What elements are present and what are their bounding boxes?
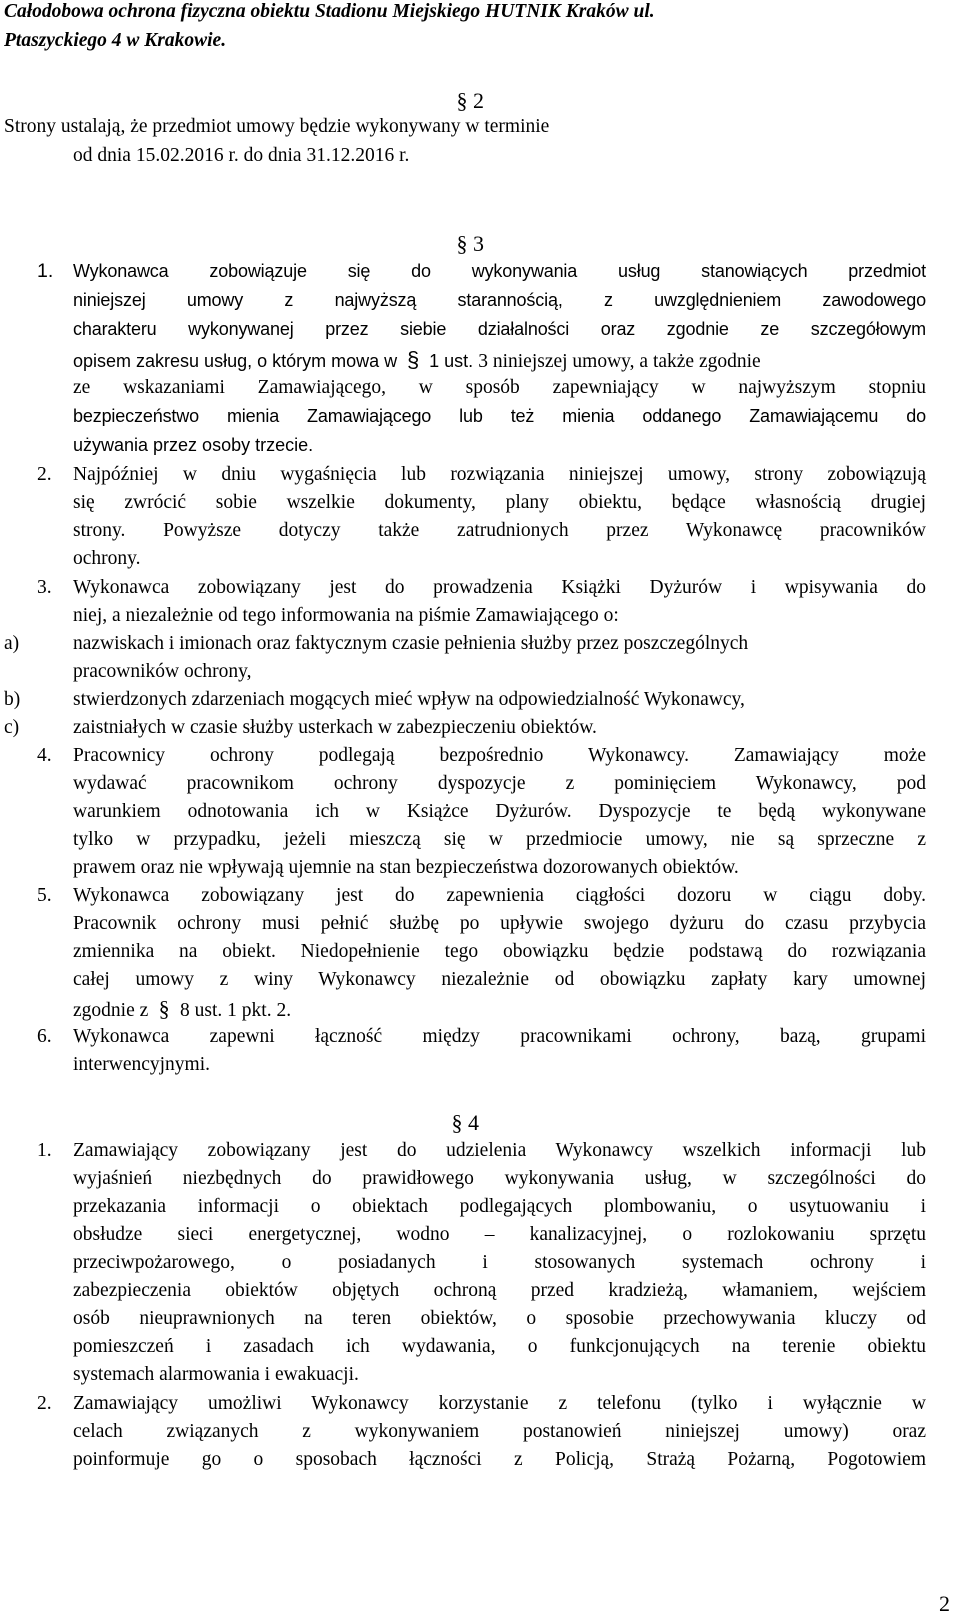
section-2-heading: § 2 (456, 88, 484, 113)
section-3-point-2-number: 2. (37, 464, 52, 485)
section-3-point-4-line-4: tylko w przypadku, jeżeli mieszczą się w przedmiocie umowy, nie są sprzeczne z (73, 829, 926, 850)
section-4-point-1-line-2: wyjaśnień niezbędnych do prawidłowego wykonywania usług, w szczególności do (73, 1168, 926, 1189)
section-3-point-1-line-4 (73, 349, 761, 372)
section-3-point-4-line-3: warunkiem odnotowania ich w Książce Dyżurów. Dyspozycje te będą wykonywane (73, 801, 926, 822)
page-number: 2 (939, 1591, 950, 1616)
section-3-point-2-line-4: ochrony. (73, 548, 141, 569)
section-3-point-1-line-6: bezpieczeństwo mienia Zamawiającego lub też mienia oddanego Zamawiającemu do (73, 406, 926, 426)
section-4-heading: § 4 (451, 1110, 479, 1135)
section-2-line-1: Strony ustalają, że przedmiot umowy będzie wykonywany w terminie (4, 116, 550, 137)
section-4-point-1-line-5: przeciwpożarowego, o posiadanych i stosowanych systemach ochrony i (73, 1252, 926, 1273)
section-4-point-1-line-8: pomieszczeń i zasadach ich wydawania, o funkcjonujących na terenie obiektu (73, 1336, 926, 1357)
section-3-point-6-line-2: interwencyjnymi. (73, 1054, 211, 1075)
section-4-point-1-line-3: przekazania informacji o obiektach podlegających plombowaniu, o usytuowaniu i (73, 1196, 926, 1217)
list-item-b-label: b) (4, 689, 21, 710)
section-3-point-1-line-7: używania przez osoby trzecie. (73, 435, 314, 455)
section-3-point-2-line-2: się zwrócić sobie wszelkie dokumenty, plany obiektu, będące własnością drugiej (73, 492, 926, 513)
section-3-point-1-line-3: charakteru wykonywanej przez siebie działalności oraz zgodnie ze szczegółowym (73, 319, 926, 339)
section-3-point-5-line-5 (73, 998, 291, 1021)
list-item-c-line-1: zaistniałych w czasie służby usterkach w zabezpieczeniu obiektów. (73, 717, 597, 738)
section-3-heading: § 3 (456, 231, 484, 256)
section-3-point-6-number: 6. (37, 1026, 52, 1047)
section-3-point-5-line-4: całej umowy z winy Wykonawcy niezależnie od obowiązku zapłaty kary umownej (73, 969, 926, 990)
section-3-point-5-line-3: zmiennika na obiekt. Niedopełnienie tego obowiązku będzie podstawą do rozwiązania (73, 941, 926, 962)
section-3-point-5-line-5-start: zgodnie z (73, 1000, 149, 1021)
section-3-point-4-line-5: prawem oraz nie wpływają ujemnie na stan bezpieczeństwa dozorowanych obiektów. (73, 857, 739, 878)
section-3-point-3-line-2: niej, a niezależnie od tego informowania na piśmie Zamawiającego o: (73, 605, 619, 626)
section-4-point-1-number: 1. (37, 1140, 52, 1161)
list-item-b-line-1: stwierdzonych zdarzeniach mogących mieć wpływ na odpowiedzialność Wykonawcy, (73, 689, 745, 710)
section-3-point-5-line-1: Wykonawca zobowiązany jest do zapewnienia ciągłości dozoru w ciągu doby. (73, 885, 926, 906)
section-4-point-1-line-1: Zamawiający zobowiązany jest do udzielenia Wykonawcy wszelkich informacji lub (73, 1140, 926, 1161)
section-4-point-2-line-1: Zamawiający umożliwi Wykonawcy korzystanie z telefonu (tylko i wyłącznie w (73, 1393, 926, 1414)
section-4-point-1-line-7: osób nieuprawnionych na teren obiektów, o sposobie przechowywania kluczy od (73, 1308, 926, 1329)
document-title-line-1: Całodobowa ochrona fizyczna obiektu Stadionu Miejskiego HUTNIK Kraków ul. (4, 1, 655, 22)
section-4-point-1-line-4: obsłudze sieci energetycznej, wodno – kanalizacyjnej, o rozlokowaniu sprzętu (73, 1224, 926, 1245)
section-symbol: § (407, 347, 420, 372)
list-item-a-line-1: nazwiskach i imionach oraz faktycznym czasie pełnienia służby przez poszczególnych (73, 633, 749, 654)
list-item-a-label: a) (4, 633, 20, 654)
section-3-point-4-number: 4. (37, 745, 52, 766)
list-item-a-line-2: pracowników ochrony, (73, 661, 252, 682)
section-3-point-4-line-2: wydawać pracownikom ochrony dyspozycje z pominięciem Wykonawcy, pod (73, 773, 926, 794)
section-4-point-1-line-6: zabezpieczenia obiektów objętych ochroną przed kradzieżą, włamaniem, wejściem (73, 1280, 926, 1301)
section-3-point-5-line-5-end: 8 ust. 1 pkt. 2. (180, 1000, 292, 1021)
section-3-point-4-line-1: Pracownicy ochrony podlegają bezpośrednio Wykonawcy. Zamawiający może (73, 745, 926, 766)
section-3-point-1-line-1: Wykonawca zobowiązuje się do wykonywania usług stanowiących przedmiot (73, 261, 926, 281)
section-4-point-2-line-2: celach związanych z wykonywaniem postanowień niniejszej umowy) oraz (73, 1421, 926, 1442)
section-3-point-1-number: 1. (37, 260, 54, 282)
list-item-c-label: c) (4, 717, 20, 738)
section-3-point-2-line-3: strony. Powyższe dotyczy także zatrudnionych przez Wykonawcę pracowników (73, 520, 926, 541)
section-2-line-2: od dnia 15.02.2016 r. do dnia 31.12.2016 r. (73, 145, 410, 166)
section-3-point-1-line-4-start: opisem zakresu usług, o którym mowa w (73, 351, 398, 371)
section-3-point-1-line-2: niniejszej umowy z najwyższą starannością, z uwzględnieniem zawodowego (73, 290, 926, 310)
section-3-point-3-number: 3. (37, 577, 52, 598)
section-3-point-1-line-4-ref: 1 ust. (429, 351, 474, 371)
section-3-point-1-line-4-end: 3 niniejszej umowy, a także zgodnie (478, 351, 761, 372)
section-3-point-5-line-2: Pracownik ochrony musi pełnić służbę po upływie swojego dyżuru do czasu przybycia (73, 913, 926, 934)
section-3-point-6-line-1: Wykonawca zapewni łączność między pracownikami ochrony, bazą, grupami (73, 1026, 926, 1047)
section-3-point-3-line-1: Wykonawca zobowiązany jest do prowadzenia Książki Dyżurów i wpisywania do (73, 577, 926, 598)
section-4-point-2-number: 2. (37, 1393, 52, 1414)
section-4-point-1-line-9: systemach alarmowania i ewakuacji. (73, 1364, 359, 1385)
section-3-point-5-number: 5. (37, 885, 52, 906)
section-symbol: § (158, 996, 170, 1021)
section-4-point-2-line-3: poinformuje go o sposobach łączności z Policją, Strażą Pożarną, Pogotowiem (73, 1449, 926, 1470)
section-3-point-2-line-1: Najpóźniej w dniu wygaśnięcia lub rozwiązania niniejszej umowy, strony zobowiązują (73, 464, 926, 485)
section-3-point-1-line-5: ze wskazaniami Zamawiającego, w sposób zapewniający w najwyższym stopniu (73, 377, 926, 398)
document-title-line-2: Ptaszyckiego 4 w Krakowie. (4, 30, 227, 51)
